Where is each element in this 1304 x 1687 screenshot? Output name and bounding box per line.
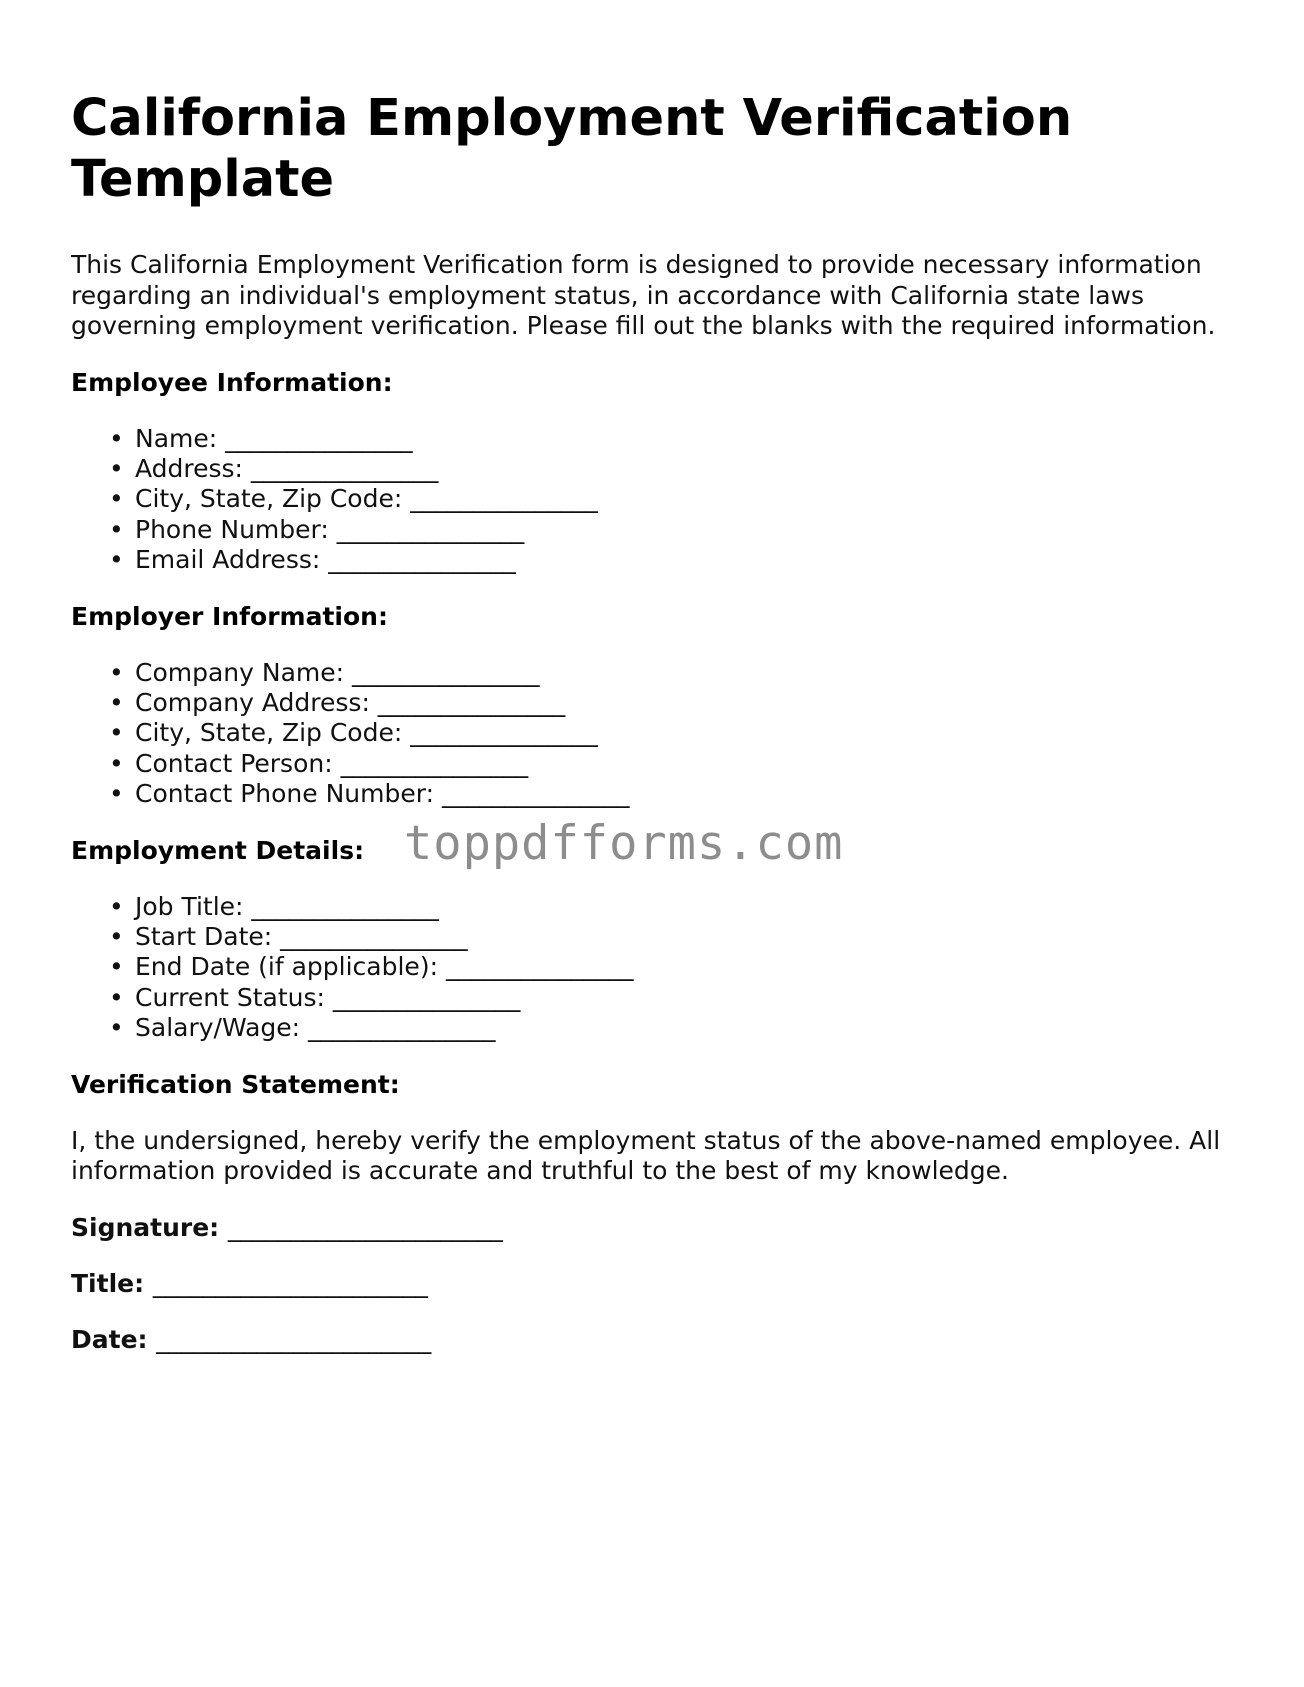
list-item: • City, State, Zip Code: _______________ xyxy=(109,484,598,514)
bullet-icon: • xyxy=(109,484,124,514)
bullet-icon: • xyxy=(109,718,124,748)
list-item: • Phone Number: _______________ xyxy=(109,514,525,544)
employee-info-heading: Employee Information: xyxy=(71,367,393,397)
list-item: • Job Title: _______________ xyxy=(109,891,439,921)
employer-info-list xyxy=(71,658,1241,810)
list-item: • End Date (if applicable): _______________ xyxy=(109,952,634,982)
list-item: • Contact Person: _______________ xyxy=(109,748,529,778)
list-item: • Current Status: _______________ xyxy=(109,982,521,1012)
verification-statement: I, the undersigned, hereby verify the employment status of the above-named employee. All information provided is accurate and truthful to the best of my knowledge. xyxy=(71,1125,1221,1186)
bullet-icon: • xyxy=(109,545,124,575)
watermark: toppdfforms.com xyxy=(404,816,844,871)
list-item: • Address: _______________ xyxy=(109,453,439,483)
bullet-icon: • xyxy=(109,748,124,778)
bullet-icon: • xyxy=(109,779,124,809)
bullet-icon: • xyxy=(109,687,124,717)
employment-details-list xyxy=(71,892,1241,1044)
intro-paragraph: This California Employment Verification form is designed to provide necessary information regarding an individual's employment status, in accordance with California state laws governing employment verification. Please fill out the blanks with the required information. xyxy=(71,250,1216,340)
bullet-icon: • xyxy=(109,982,124,1012)
bullet-icon: • xyxy=(109,891,124,921)
verification-heading: Verification Statement: xyxy=(71,1069,400,1099)
bullet-icon: • xyxy=(109,952,124,982)
document-title: California Employment Verification Template xyxy=(71,89,1073,209)
list-item: • City, State, Zip Code: _______________ xyxy=(109,718,598,748)
title-label: Title: xyxy=(71,1268,145,1298)
date-line xyxy=(71,1325,1241,1355)
employee-info-list xyxy=(71,424,1241,576)
employment-details-heading: Employment Details: xyxy=(71,835,365,865)
list-item: • Salary/Wage: _______________ xyxy=(109,1013,496,1043)
signature-label: Signature: xyxy=(71,1212,220,1242)
bullet-icon: • xyxy=(109,657,124,687)
date-blank: ______________________ xyxy=(156,1324,432,1354)
bullet-icon: • xyxy=(109,514,124,544)
document-page xyxy=(71,88,1241,1381)
signature-line xyxy=(71,1213,1241,1243)
list-item: • Company Name: _______________ xyxy=(109,657,540,687)
list-item: • Company Address: _______________ xyxy=(109,687,566,717)
date-label: Date: xyxy=(71,1324,148,1354)
bullet-icon: • xyxy=(109,1013,124,1043)
list-item: • Contact Phone Number: _______________ xyxy=(109,779,630,809)
bullet-icon: • xyxy=(109,921,124,951)
list-item: • Start Date: _______________ xyxy=(109,921,468,951)
list-item: • Email Address: _______________ xyxy=(109,545,516,575)
bullet-icon: • xyxy=(109,423,124,453)
bullet-icon: • xyxy=(109,453,124,483)
employer-info-heading: Employer Information: xyxy=(71,601,388,631)
list-item: • Name: _______________ xyxy=(109,423,413,453)
title-blank: ______________________ xyxy=(152,1268,428,1298)
title-line xyxy=(71,1269,1241,1299)
signature-blank: ______________________ xyxy=(227,1212,503,1242)
